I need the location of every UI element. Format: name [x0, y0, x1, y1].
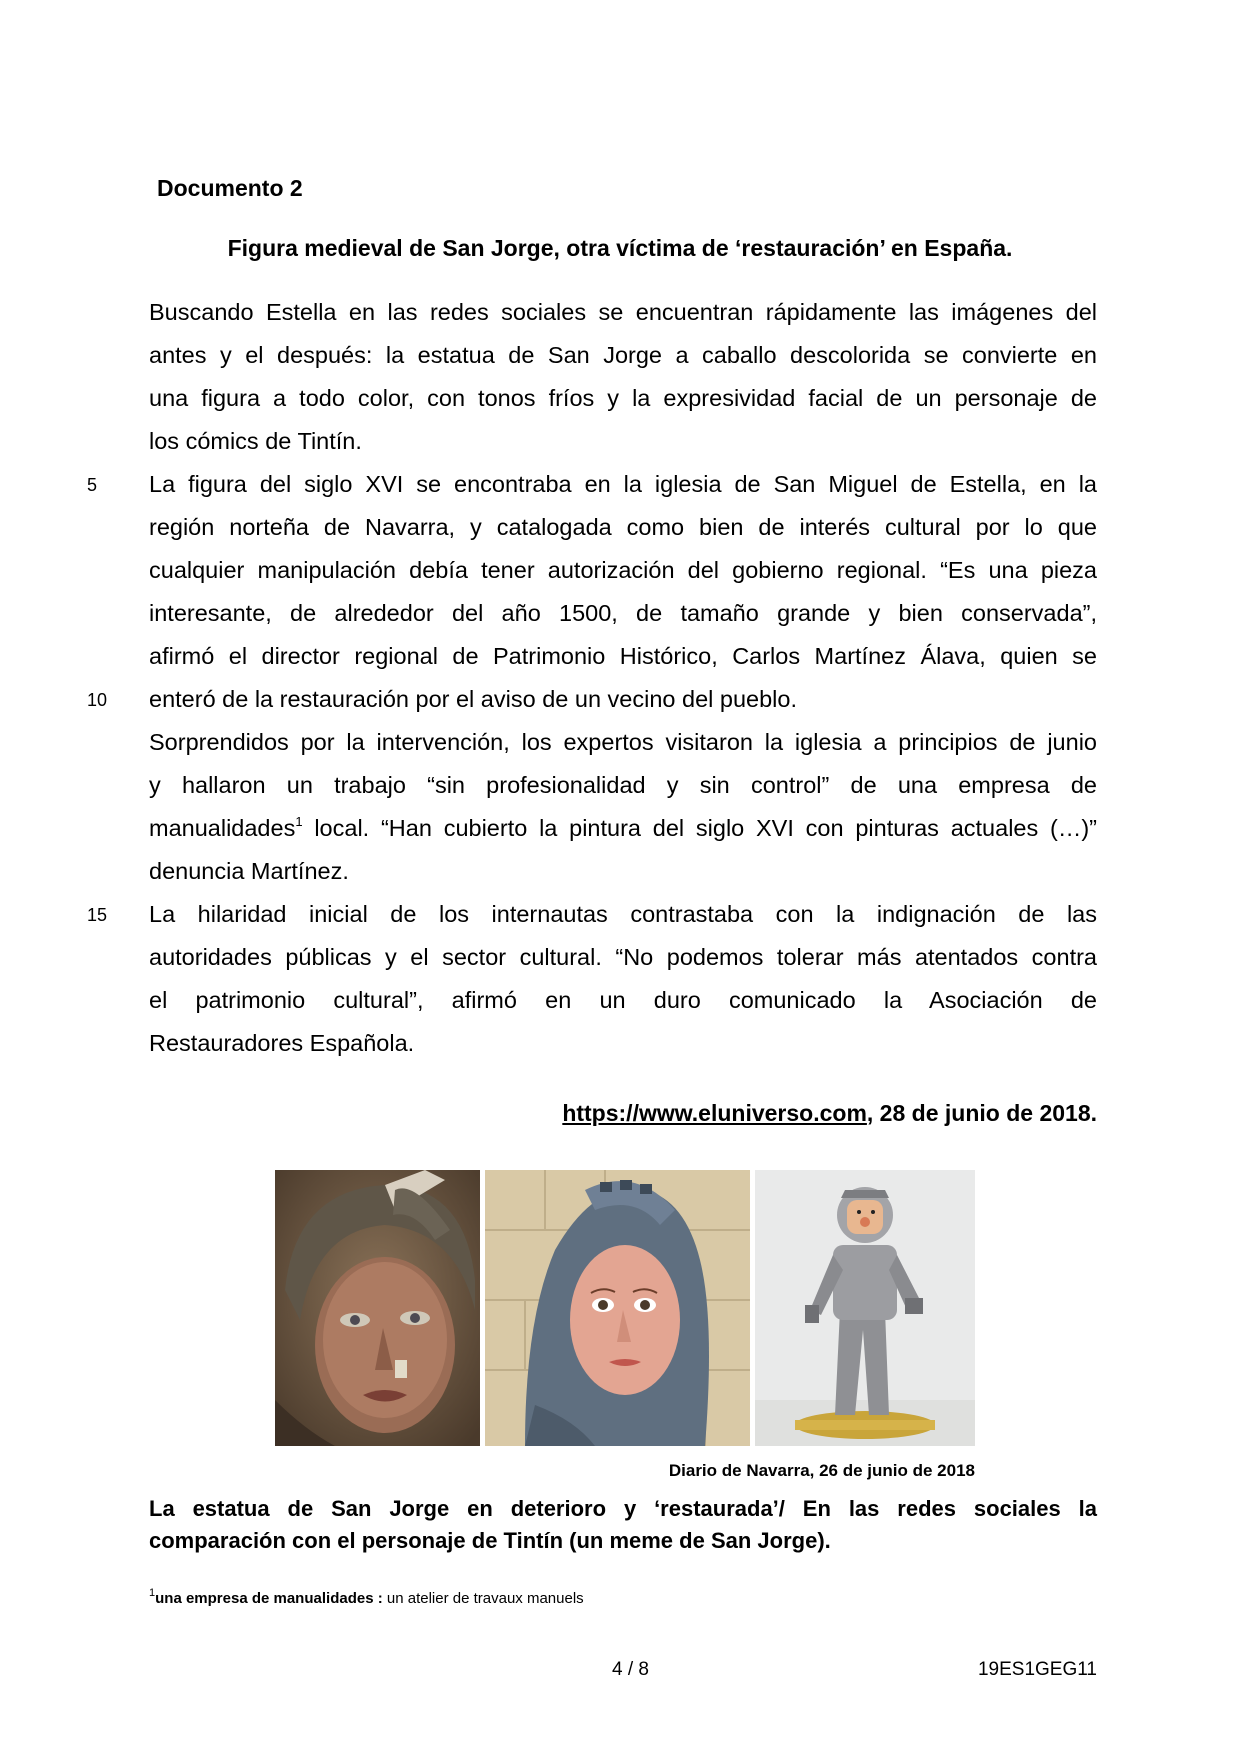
- line-text: Restauradores Española.: [149, 1030, 415, 1056]
- line-text-after: local. “Han cubierto la pintura del siglo XVI con pinturas actuales (…)”: [302, 815, 1097, 841]
- text-line: [149, 291, 1097, 334]
- line-text: antes y el después: la estatua de San Jorge a caballo descolorida se convierte en: [149, 342, 1097, 368]
- restored-statue-image: [485, 1170, 750, 1446]
- document-label: Documento 2: [157, 175, 303, 201]
- line-number: 5: [87, 475, 98, 495]
- line-text: enteró de la restauración por el aviso de un vecino del pueblo.: [149, 686, 797, 712]
- line-text: interesante, de alrededor del año 1500, de tamaño grande y bien conservada”,: [149, 600, 1097, 626]
- text-line: [149, 420, 1097, 463]
- line-text: y hallaron un trabajo “sin profesionalidad y sin control” de una empresa de: [149, 772, 1097, 798]
- caption-line-1: La estatua de San Jorge en deterioro y ‘restaurada’/ En las redes sociales la: [149, 1496, 1097, 1521]
- line-text: La hilaridad inicial de los internautas contrastaba con la indignación de las: [149, 901, 1097, 927]
- text-line: [149, 850, 1097, 893]
- text-line: [149, 377, 1097, 420]
- line-text: afirmó el director regional de Patrimonio Histórico, Carlos Martínez Álava, quien se: [149, 643, 1097, 669]
- line-text-before: manualidades: [149, 815, 296, 841]
- text-line: [87, 463, 1097, 506]
- text-line: [149, 807, 1097, 850]
- text-line: [149, 979, 1097, 1022]
- text-line: [149, 549, 1097, 592]
- article-body: [87, 291, 1097, 1065]
- line-text: cualquier manipulación debía tener autorización del gobierno regional. “Es una pieza: [149, 557, 1097, 583]
- text-line: [149, 592, 1097, 635]
- footnote-mark: 1: [295, 814, 303, 829]
- line-text: autoridades públicas y el sector cultural. “No podemos tolerar más atentados contra: [149, 944, 1097, 970]
- source-date: , 28 de junio de 2018.: [866, 1100, 1097, 1126]
- text-line: [149, 635, 1097, 678]
- line-text: Buscando Estella en las redes sociales se encuentran rápidamente las imágenes del: [149, 299, 1097, 325]
- article-source: [562, 1100, 1097, 1127]
- photo-caption: [149, 1493, 1097, 1557]
- line-text: Sorprendidos por la intervención, los expertos visitaron la iglesia a principios de junio: [149, 729, 1097, 755]
- line-text: el patrimonio cultural”, afirmó en un duro comunicado la Asociación de: [149, 987, 1097, 1013]
- photo-tintin-figure: [755, 1170, 975, 1446]
- photo-strip: [275, 1170, 975, 1446]
- line-number: 15: [87, 905, 108, 925]
- text-line: [87, 893, 1097, 936]
- caption-line-2: comparación con el personaje de Tintín (un meme de San Jorge).: [149, 1528, 831, 1553]
- document-code: 19ES1GEG11: [977, 1659, 1097, 1680]
- text-line: [149, 1022, 1097, 1065]
- source-link[interactable]: https://www.eluniverso.com: [562, 1100, 867, 1126]
- photo-restored-statue: [485, 1170, 750, 1446]
- text-line: [149, 936, 1097, 979]
- deteriorated-statue-image: [275, 1170, 480, 1446]
- text-line: [149, 721, 1097, 764]
- line-number: 10: [87, 690, 108, 710]
- article-headline: Figura medieval de San Jorge, otra víctima de ‘restauración’ en España.: [227, 235, 1013, 261]
- photo-deteriorated-statue: [275, 1170, 480, 1446]
- text-line: [149, 334, 1097, 377]
- text-line: [149, 764, 1097, 807]
- photo-credit: Diario de Navarra, 26 de junio de 2018: [668, 1461, 975, 1480]
- line-text: denuncia Martínez.: [149, 858, 349, 884]
- footnote-definition: un atelier de travaux manuels: [382, 1590, 584, 1607]
- text-line: [87, 678, 1097, 721]
- line-text: La figura del siglo XVI se encontraba en la iglesia de San Miguel de Estella, en la: [149, 471, 1097, 497]
- page-number: 4 / 8: [612, 1659, 649, 1680]
- footnote: [149, 1587, 584, 1607]
- tintin-figure-image: [755, 1170, 975, 1446]
- line-text: una figura a todo color, con tonos fríos y la expresividad facial de un personaje de: [149, 385, 1097, 411]
- footnote-number: 1: [149, 1587, 156, 1599]
- line-text: los cómics de Tintín.: [149, 428, 362, 454]
- footnote-term: una empresa de manualidades :: [155, 1590, 383, 1607]
- text-line: [149, 506, 1097, 549]
- line-text: región norteña de Navarra, y catalogada como bien de interés cultural por lo que: [149, 514, 1097, 540]
